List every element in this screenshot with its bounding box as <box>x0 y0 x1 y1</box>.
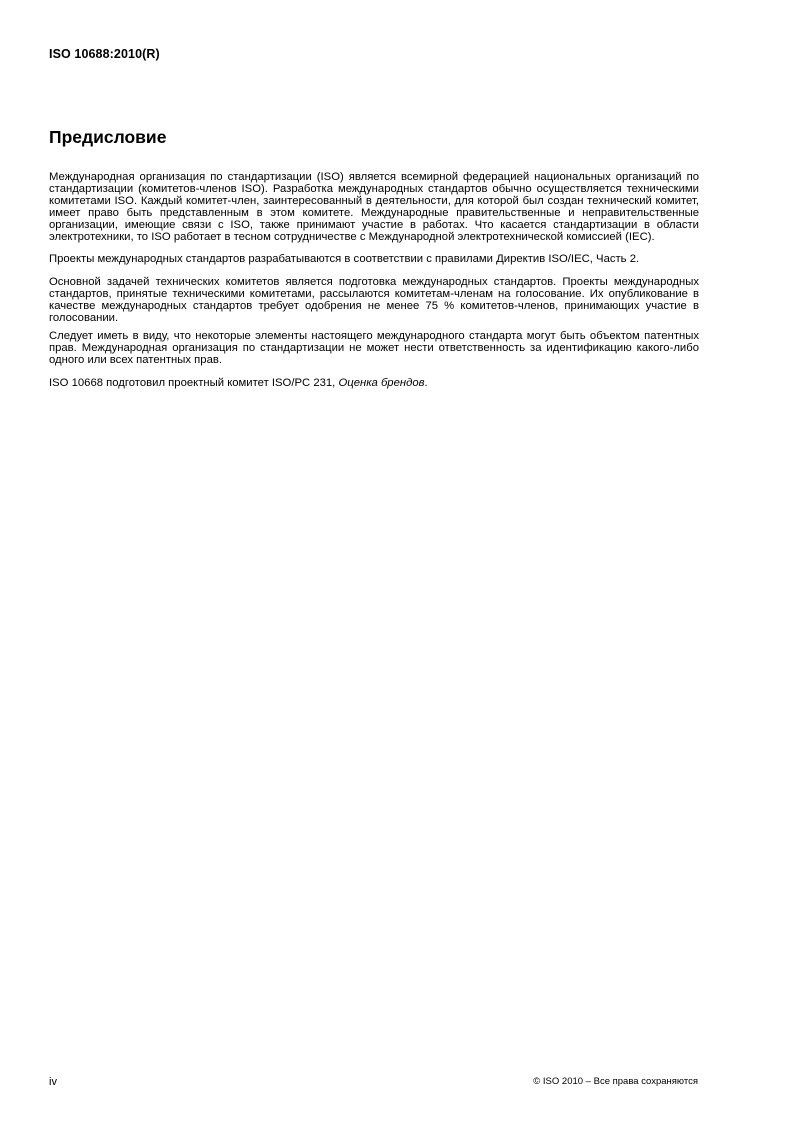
section-title: Предисловие <box>49 127 167 147</box>
document-id: ISO 10688:2010(R) <box>49 47 160 61</box>
prepared-by-text: ISO 10668 подготовил проектный комитет ISO/PC 231, <box>49 376 339 389</box>
paragraph-patents: Следует иметь в виду, что некоторые элементы настоящего международного стандарта могут быть объектом патентных прав. Международная организация по стандартизации не может нести ответственность за идентификацию какого-либо одного или всех патентных прав. <box>49 329 699 366</box>
paragraph-iso-intro: Международная организация по стандартизации (ISO) является всемирной федерацией национальных организаций по стандартизации (комитетов-членов ISO). Разработка международных стандартов обычно осуществляется техническими комитетами ISO. Каждый комитет-член, заинтересованный в деятельности, для которой был создан технический комитет, имеет право быть представленным в этом комитете. Международные правительственные и неправительственные организации, имеющие связи с ISO, также принимают участие в работах. Что касается стандартизации в области электротехники, то ISO работает в тесном сотрудничестве с Международной электротехнической комиссией (IEC). <box>49 171 699 243</box>
page-number: iv <box>49 1076 57 1088</box>
paragraph-prepared-by <box>49 378 699 390</box>
foreword-body <box>49 172 699 390</box>
prepared-by-end: . <box>424 376 428 389</box>
paragraph-directives: Проекты международных стандартов разрабатываются в соответствии с правилами Директив ISO/IEC, Часть 2. <box>49 253 640 266</box>
copyright-notice: © ISO 2010 – Все права сохраняются <box>533 1076 698 1087</box>
standard-title: Оценка брендов <box>338 376 425 389</box>
paragraph-committees: Основной задачей технических комитетов является подготовка международных стандартов. Проекты международных стандартов, принятые техническими комитетами, рассылаются комитетам-членам на голосование. Их опубликование в качестве международных стандартов требует одобрения не менее 75 % комитетов-членов, принимающих участие в голосовании. <box>49 276 699 325</box>
